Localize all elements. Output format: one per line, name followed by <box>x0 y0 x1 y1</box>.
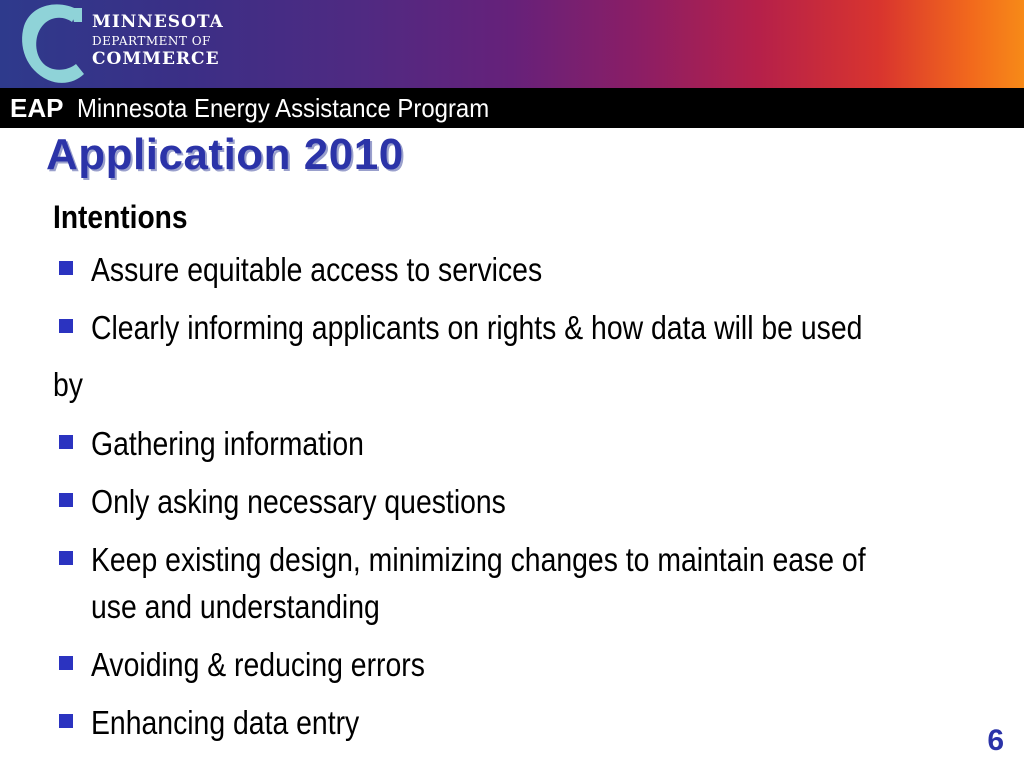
intentions-heading: Intentions <box>53 199 188 235</box>
list-item-text-continued: use and understanding <box>91 588 380 625</box>
connector-text: by <box>53 366 83 403</box>
square-bullet-icon <box>59 261 73 275</box>
slide-title: Application 2010 <box>46 130 404 179</box>
list-item-text: Gathering information <box>91 425 364 462</box>
logo-line-minnesota: MINNESOTA <box>92 12 224 32</box>
logo-text <box>92 14 224 68</box>
list-item-text: Keep existing design, minimizing changes to maintain ease of <box>91 541 866 578</box>
square-bullet-icon <box>59 714 73 728</box>
square-bullet-icon <box>59 551 73 565</box>
list-item-text: Clearly informing applicants on rights & how data will be used <box>91 309 863 346</box>
square-bullet-icon <box>59 319 73 333</box>
list-item-text: Avoiding & reducing errors <box>91 646 425 683</box>
eap-label: EAP <box>10 92 64 123</box>
square-bullet-icon <box>59 435 73 449</box>
minnesota-c-logo-icon <box>10 0 100 88</box>
list-item-text: Only asking necessary questions <box>91 483 506 520</box>
list-item-text: Enhancing data entry <box>91 704 360 741</box>
logo-line-department: DEPARTMENT OF <box>92 34 211 48</box>
square-bullet-icon <box>59 656 73 670</box>
square-bullet-icon <box>59 493 73 507</box>
program-bar <box>0 88 1024 128</box>
commerce-logo <box>0 0 225 88</box>
list-item-text: Assure equitable access to services <box>91 251 543 288</box>
logo-line-commerce: COMMERCE <box>92 49 220 69</box>
page-number: 6 <box>987 724 1004 757</box>
program-name: Minnesota Energy Assistance Program <box>77 92 490 123</box>
